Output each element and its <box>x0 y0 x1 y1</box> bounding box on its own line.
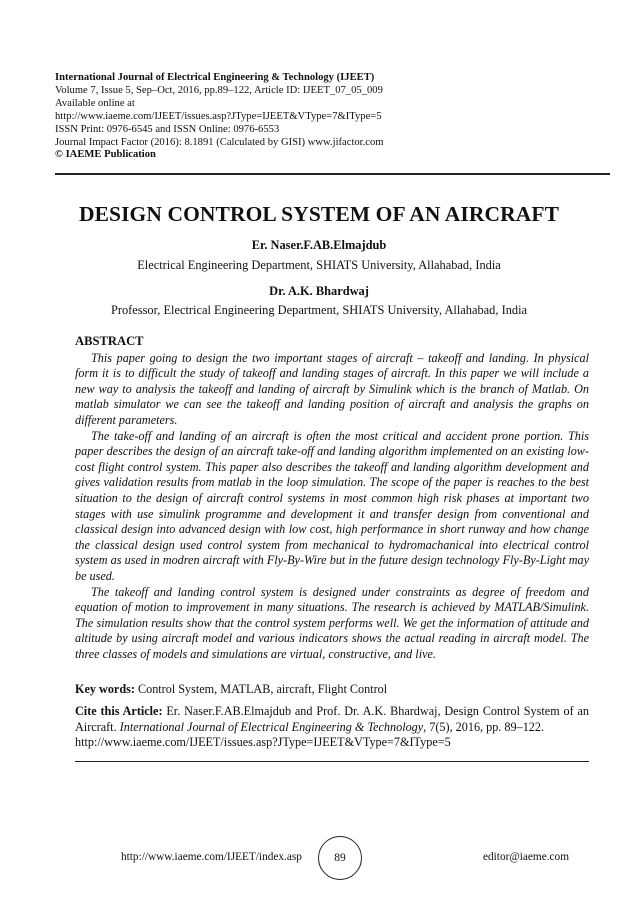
citation-authors: Er. Naser.F.AB.Elmajdub and Prof. Dr. A.K. Bhardwaj, Design Control System of an Aircraft. <box>75 704 589 734</box>
citation-divider <box>75 761 589 762</box>
issn-info: ISSN Print: 0976-6545 and ISSN Online: 0976-6553 <box>55 123 280 135</box>
footer-url-link[interactable]: http://www.iaeme.com/IJEET/index.asp <box>121 851 302 863</box>
citation-journal: International Journal of Electrical Engineering & Technology <box>119 719 424 734</box>
journal-name: International Journal of Electrical Engineering & Technology (IJEET) <box>55 72 375 83</box>
header-divider <box>55 173 610 175</box>
abstract-heading: ABSTRACT <box>75 334 144 348</box>
citation-url-link[interactable]: http://www.iaeme.com/IJEET/issues.asp?JType=IJEET&VType=7&IType=5 <box>75 735 451 750</box>
keywords-label: Key words: <box>75 682 135 696</box>
author-name-2: Dr. A.K. Bhardwaj <box>269 284 369 298</box>
paper-title: DESIGN CONTROL SYSTEM OF AN AIRCRAFT <box>78 202 560 226</box>
journal-header <box>55 72 605 162</box>
available-online: Available online at <box>55 97 135 109</box>
citation-block <box>75 704 589 751</box>
abstract-section <box>75 334 589 662</box>
footer-email-link[interactable]: editor@iaeme.com <box>483 851 569 863</box>
citation-label: Cite this Article: <box>75 704 163 718</box>
copyright-notice: © IAEME Publication <box>55 149 156 161</box>
page-number-badge <box>318 836 362 880</box>
volume-info: Volume 7, Issue 5, Sep–Oct, 2016, pp.89–122, Article ID: IJEET_07_05_009 <box>55 84 383 96</box>
keywords-text: Control System, MATLAB, aircraft, Flight Control <box>137 682 388 696</box>
impact-factor: Journal Impact Factor (2016): 8.1891 (Calculated by GISI) www.jifactor.com <box>55 136 384 148</box>
author-name-1: Er. Naser.F.AB.Elmajdub <box>251 238 387 252</box>
author-affiliation-2: Professor, Electrical Engineering Department, SHIATS University, Allahabad, India <box>110 303 528 317</box>
page-number: 89 <box>334 852 346 864</box>
author-affiliation-1: Electrical Engineering Department, SHIATS University, Allahabad, India <box>137 258 501 272</box>
abstract-paragraph-2: The take-off and landing of an aircraft is often the most critical and accident prone portion. This paper describes the design of an aircraft take-off and landing algorithm implemented on an existing low-cost flight control system. This paper also describes the takeoff and landing algorithm development and gives validation results from matlab in the loop simulation. The scope of the paper is reaches to the best situation to the design of aircraft control systems in most common high risk phases at important two stages with use simulink programme and development it and transfer design from conventional and classical design into advanced design with low cost, high performance in short runway and how change the classical design used control system from mechanical to hydromachanical into electrical control system as used in modren aircraft with Fly-By-Wire but in the future design technology Fly-By-Light may be used. <box>75 428 589 583</box>
keywords-line <box>75 682 589 697</box>
issue-url-link[interactable]: http://www.iaeme.com/IJEET/issues.asp?JType=IJEET&VType=7&IType=5 <box>55 110 382 122</box>
abstract-paragraph-3: The takeoff and landing control system is designed under constraints as degree of freedom and equation of motion to improvement in many situations. The research is achieved by MATLAB/Simulink. The simulation results show that the control system performs well. We get the information of attitude and altitude by using aircraft model and various indicators shows the actual reading in aircraft model. The three classes of models and simulations are virtual, constructive, and live. <box>75 584 589 661</box>
abstract-paragraph-1: This paper going to design the two important stages of aircraft – takeoff and landing. In physical form it is to difficult the study of takeoff and landing stages of aircraft. In this paper we will include a new way to analysis the takeoff and landing of aircraft by Simulink which is the branch of Matlab. On matlab simulator we can see the takeoff and landing position of aircraft and analysis the graphs on different parameters. <box>75 350 589 427</box>
citation-details: , 7(5), 2016, pp. 89–122. <box>423 719 545 734</box>
